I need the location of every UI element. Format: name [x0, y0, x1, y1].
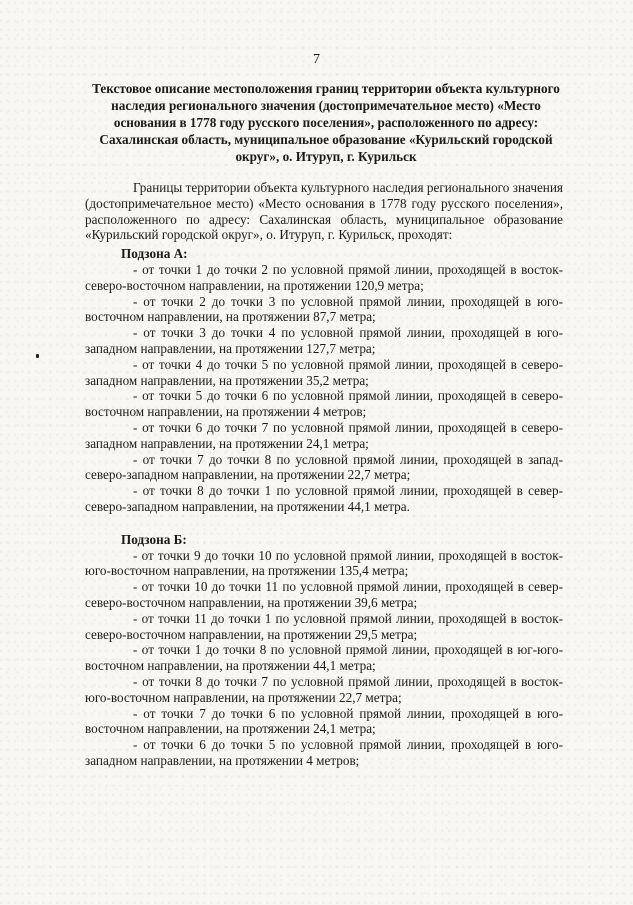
document-body — [85, 180, 563, 769]
zone-a-item: - от точки 4 до точки 5 по условной прямой линии, проходящей в северо-западном направлении, на протяжении 35,2 метра; — [85, 356, 563, 388]
zone-b-heading: Подзона Б: — [121, 531, 187, 547]
scan-artifact — [36, 354, 39, 358]
zone-a-item: - от точки 6 до точки 7 по условной прямой линии, проходящей в северо-западном направлении, на протяжении 24,1 метра; — [85, 419, 563, 451]
zone-a-item: - от точки 3 до точки 4 по условной прямой линии, проходящей в юго-западном направлении, на протяжении 127,7 метра; — [85, 325, 563, 356]
zone-a-item: - от точки 8 до точки 1 по условной прямой линии, проходящей в север-северо-западном направлении, на протяжении 44,1 метра. — [85, 483, 563, 514]
zone-b-item: - от точки 11 до точки 1 по условной прямой линии, проходящей в восток-северо-восточном направлении, на протяжении 29,5 метра; — [85, 610, 563, 642]
zone-b-item: - от точки 10 до точки 11 по условной прямой линии, проходящей в север-северо-восточном направлении, на протяжении 39,6 метра; — [85, 579, 563, 610]
zone-a-item: - от точки 1 до точки 2 по условной прямой линии, проходящей в восток-северо-восточном направлении, на протяжении 120,9 метра; — [85, 261, 563, 293]
intro-paragraph: Границы территории объекта культурного наследия регионального значения (достопримечательное место) «Место основания в 1778 году русского поселения», расположенного по адресу: Сахалинская область, муниципальное образование «Курильский городской округ», о. Итуруп, г. Курильск, проходят: — [85, 180, 563, 243]
zone-a-item: - от точки 2 до точки 3 по условной прямой линии, проходящей в юго-восточном направлении, на протяжении 87,7 метра; — [85, 293, 563, 325]
zone-b-list — [85, 548, 563, 769]
section-gap — [85, 515, 563, 532]
zone-a-heading: Подзона А: — [121, 246, 188, 262]
zone-a-item: - от точки 5 до точки 6 по условной прямой линии, проходящей в северо-восточном направлении, на протяжении 4 метров; — [85, 388, 563, 420]
zone-a-list — [85, 262, 563, 515]
zone-b-item: - от точки 7 до точки 6 по условной прямой линии, проходящей в юго-восточном направлении, на протяжении 24,1 метра; — [85, 705, 563, 737]
zone-b-item: - от точки 1 до точки 8 по условной прямой линии, проходящей в юг-юго-восточном направлении, на протяжении 44,1 метра; — [85, 642, 563, 674]
page-number: 7 — [313, 52, 320, 67]
zone-a-item: - от точки 7 до точки 8 по условной прямой линии, проходящей в запад-северо-западном направлении, на протяжении 22,7 метра; — [85, 451, 563, 483]
document-title: Текстовое описание местоположения границ территории объекта культурного наследия регионального значения (достопримечательное место) «Место основания в 1778 году русского поселения», расположенного по адресу: Сахалинская область, муниципальное образование «Курильский городской округ», о. Итуруп, г. Курильск — [92, 81, 560, 164]
zone-b-item: - от точки 6 до точки 5 по условной прямой линии, проходящей в юго-западном направлении, на протяжении 4 метров; — [85, 737, 563, 768]
zone-b-item: - от точки 8 до точки 7 по условной прямой линии, проходящей в восток-юго-восточном направлении, на протяжении 22,7 метра; — [85, 673, 563, 705]
zone-b-item: - от точки 9 до точки 10 по условной прямой линии, проходящей в восток-юго-восточном направлении, на протяжении 135,4 метра; — [85, 547, 563, 579]
